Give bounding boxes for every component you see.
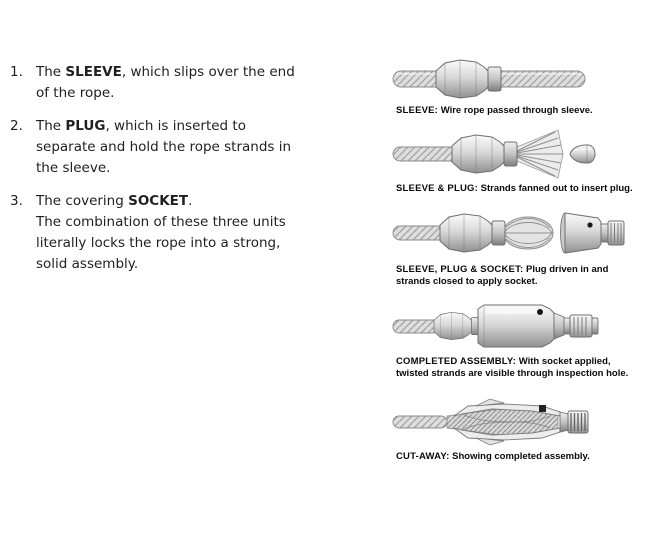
item-number: 2. <box>10 118 23 134</box>
figure-cutaway <box>392 394 637 463</box>
item-text: The SLEEVE, which slips over the end of the rope. <box>36 64 295 101</box>
term-plug: PLUG <box>65 118 106 134</box>
caption-text: Plug driven in and strands closed to apply socket. <box>396 264 609 287</box>
instruction-item-plug <box>10 116 350 179</box>
caption-text: Wire rope passed through sleeve. <box>440 105 593 116</box>
term-socket: SOCKET <box>128 193 189 209</box>
item-number: 1. <box>10 64 23 80</box>
wire-rope-through-sleeve-icon <box>392 56 587 102</box>
caption-label: COMPLETED ASSEMBLY: <box>396 356 517 367</box>
figure-caption <box>396 105 634 117</box>
figure-caption <box>396 183 634 195</box>
instruction-item-sleeve <box>10 62 350 104</box>
caption-text: Showing completed assembly. <box>452 451 590 462</box>
figure-sleeve-plug <box>392 128 637 195</box>
instruction-item-socket <box>10 191 350 275</box>
caption-label: CUT-AWAY: <box>396 451 450 462</box>
caption-label: SLEEVE, PLUG & SOCKET: <box>396 264 524 275</box>
figure-caption <box>396 451 634 463</box>
item-number: 3. <box>10 193 23 209</box>
plug-driven-socket-icon <box>392 205 627 261</box>
inspection-hole <box>537 309 543 315</box>
figure-caption <box>396 264 634 287</box>
cutaway-assembly-icon <box>392 394 592 448</box>
completed-assembly-icon <box>392 299 607 353</box>
figure-completed-assembly <box>392 299 637 379</box>
caption-text: With socket applied, twisted strands are visible through inspection hole. <box>396 356 629 379</box>
caption-text: Strands fanned out to insert plug. <box>480 183 633 194</box>
caption-label: SLEEVE: <box>396 105 439 116</box>
term-sleeve: SLEEVE <box>65 64 122 80</box>
figure-sleeve-plug-socket <box>392 205 637 287</box>
inspection-hole <box>587 222 592 227</box>
instruction-list <box>10 62 350 287</box>
caption-label: SLEEVE & PLUG: <box>396 183 478 194</box>
item-text: The PLUG, which is inserted to separate and hold the rope strands in the sleeve. <box>36 118 292 176</box>
figure-sleeve <box>392 56 637 117</box>
item-text: The covering SOCKET. The combination of these three units literally locks the rope into a strong, solid assembly. <box>36 193 286 272</box>
strands-fanned-plug-icon <box>392 128 597 180</box>
figure-caption <box>396 356 634 379</box>
